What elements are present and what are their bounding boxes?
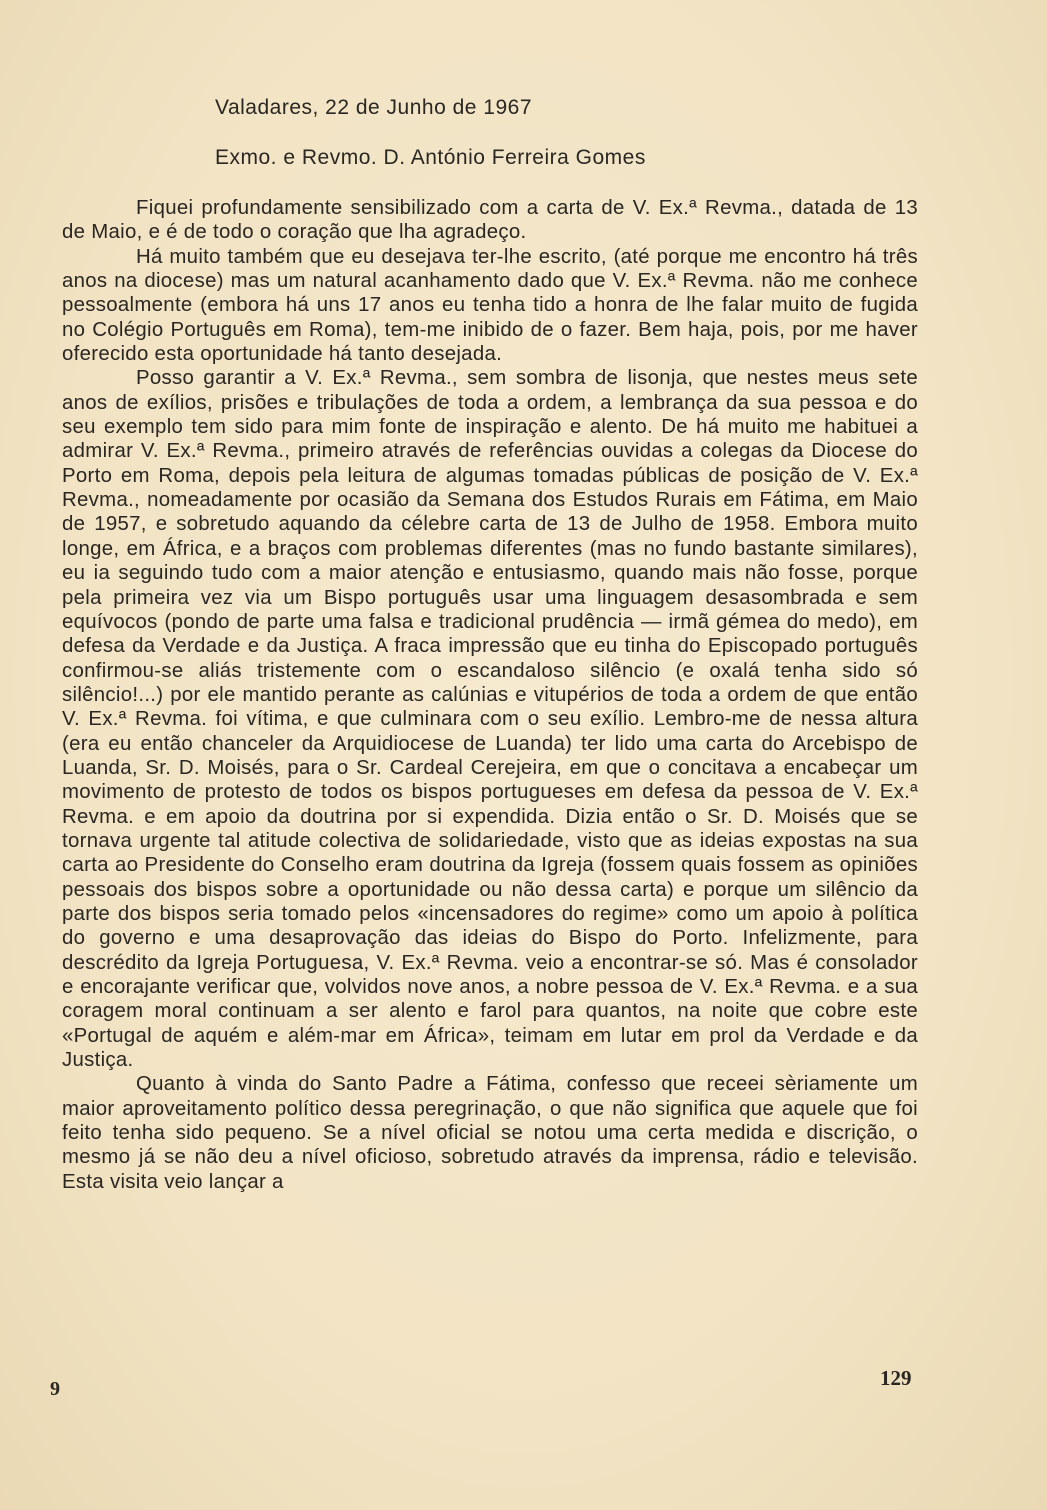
salutation-line: Exmo. e Revmo. D. António Ferreira Gomes bbox=[215, 146, 646, 169]
page-number: 129 bbox=[880, 1366, 912, 1390]
letter-body bbox=[62, 196, 918, 1194]
paragraph-pope-visit: Quanto à vinda do Santo Padre a Fátima, confesso que receei sèriamente um maior aproveitamento político dessa peregrinação, o que não significa que aquele que foi feito tenha sido pequeno. Se a nível oficial se notou uma certa medida e discrição, o mesmo já se não deu a nível oficioso, sobretudo através da imprensa, rádio e televisão. Esta visita veio lançar a bbox=[62, 1073, 918, 1193]
paragraph-admiration: Posso garantir a V. Ex.ª Revma., sem sombra de lisonja, que nestes meus sete anos de exílios, prisões e tribulações de toda a ordem, a lembrança da sua pessoa e do seu exemplo tem sido para mim fonte de inspiração e alento. De há muito me habituei a admirar V. Ex.ª Revma., primeiro através de referências ouvidas a colegas da Diocese do Porto em Roma, depois pela leitura de algumas tomadas públicas de posição de V. Ex.ª Revma., nomeadamente por ocasião da Semana dos Estudos Rurais em Fátima, em Maio de 1957, e sobretudo aquando da célebre carta de 13 de Julho de 1958. Embora muito longe, em África, e a braços com problemas diferentes (mas no fundo bastante similares), eu ia seguindo tudo com a maior atenção e entusiasmo, quando mais não fosse, porque pela primeira vez via um Bispo português usar uma linguagem desasombrada e sem equívocos (pondo de parte uma falsa e tradicional prudência — irmã gémea do medo), em defesa da Verdade e da Justiça. A fraca impressão que eu tinha do Episcopado português confirmou-se aliás tristemente com o escandaloso silêncio (e oxalá tenha sido só silêncio!...) por ele mantido perante as calúnias e vitupérios de toda a ordem de que então V. Ex.ª Revma. foi vítima, e que culminara com o seu exílio. Lembro-me de nessa altura (era eu então chanceler da Arquidiocese de Luanda) ter lido uma carta do Arcebispo de Luanda, Sr. D. Moisés, para o Sr. Cardeal Cerejeira, em que o concitava a encabeçar um movimento de protesto de todos os bispos portugueses em defesa da pessoa de V. Ex.ª Revma. e em apoio da doutrina por si expendida. Dizia então o Sr. D. Moisés que se tornava urgente tal atitude colectiva de solidariedade, visto que as ideias expostas na sua carta ao Presidente do Conselho eram doutrina da Igreja (fossem quais fossem as opiniões pessoais dos bispos sobre a oportunidade ou não dessa carta) e porque um silêncio da parte dos bispos seria tomado pelos «incensadores do regime» como um apoio à política do governo e uma desaprovação das ideias do Bispo do Porto. Infelizmente, para descrédito da Igreja Portuguesa, V. Ex.ª Revma. veio a encontrar-se só. Mas é consolador e encorajante verificar que, volvidos nove anos, a nobre pessoa de V. Ex.ª Revma. e a sua coragem moral continuam a ser alento e farol para quantos, na noite que cobre este «Portugal de aquém e além-mar em África», teimam em lutar em prol da Verdade e da Justiça. bbox=[62, 367, 918, 1072]
signature-mark: 9 bbox=[50, 1378, 60, 1400]
paragraph-desire-to-write: Há muito também que eu desejava ter-lhe escrito, (até porque me encontro há três anos na diocese) mas um natural acanhamento dado que V. Ex.ª Revma. não me conhece pessoalmente (embora há uns 17 anos eu tenha tido a honra de lhe falar muito de fugida no Colégio Português em Roma), tem-me inibido de o fazer. Bem haja, pois, por me haver oferecido esta oportunidade há tanto desejada. bbox=[62, 245, 918, 366]
paragraph-thanks: Fiquei profundamente sensibilizado com a carta de V. Ex.ª Revma., datada de 13 de Maio, e é de todo o coração que lha agradeço. bbox=[62, 197, 918, 244]
place-date-line: Valadares, 22 de Junho de 1967 bbox=[215, 96, 533, 119]
